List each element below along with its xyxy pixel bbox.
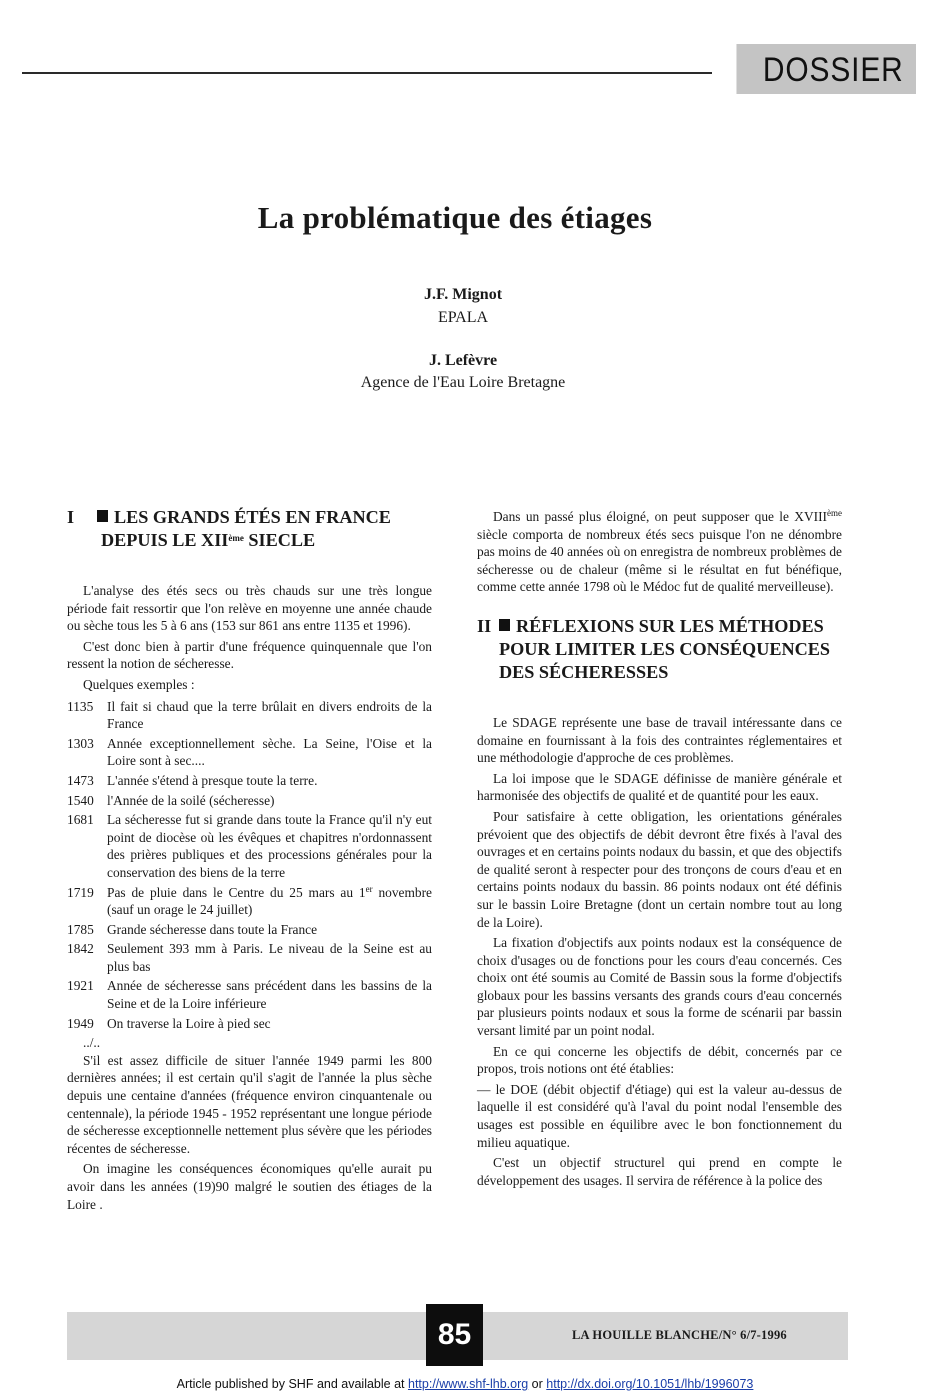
paragraph: Le SDAGE représente une base de travail intéressante dans ce domaine en fournissant à la fois des contraintes réglementaires et une méthodologie d'approche de ces problèmes. xyxy=(477,714,842,766)
paragraph: L'analyse des étés secs ou très chauds sur une très longue période fait ressortir que l'on relève en moyenne une année chaude ou sèche tous les 5 à 6 ans (153 sur 861 ans entre 1135 et 1996). xyxy=(67,583,432,634)
example-text: On traverse la Loire à pied sec xyxy=(107,1015,271,1031)
list-item xyxy=(67,940,432,975)
list-item xyxy=(67,977,432,1012)
paragraph: C'est donc bien à partir d'une fréquence quinquennale que l'on ressent la notion de sécheresse. xyxy=(67,638,432,672)
list-item xyxy=(67,1015,432,1033)
example-year: 1303 xyxy=(67,735,94,751)
example-year: 1719 xyxy=(67,884,94,900)
section-2-heading-line1: RÉFLEXIONS SUR LES MÉTHODES xyxy=(516,615,824,636)
paragraph: Quelques exemples : xyxy=(83,676,195,692)
paragraph: En ce qui concerne les objectifs de débit, concernés par ce propos, trois notions ont été établies: xyxy=(477,1043,842,1077)
example-year: 1949 xyxy=(67,1015,94,1031)
example-text: Il fait si chaud que la terre brûlait en divers endroits de la France xyxy=(107,698,432,732)
paragraph-text-end: siècle comporta de nombreux étés secs puisque l'on ne dénombre pas moins de 40 années où on enregistra de nombreux problèmes de sécheresse ou de chaleur (même si le résultat en fut bénéfique, comme cette année 1798 où le Médoc fut de qualité merveilleuse). xyxy=(477,526,842,595)
paragraph: La loi impose que le SDAGE définisse de manière générale et harmonisée des objectifs de qualité et de quantité pour les eaux. xyxy=(477,770,842,804)
superscript: ème xyxy=(827,508,842,518)
list-item xyxy=(67,698,432,733)
superscript: er xyxy=(365,883,373,894)
section-2-heading xyxy=(477,615,842,684)
article-title: La problématique des étiages xyxy=(257,200,653,235)
section-2-number: II xyxy=(477,615,492,636)
examples-list xyxy=(67,698,432,1033)
paragraph: C'est un objectif structurel qui prend en compte le développement des usages. Il servira de référence à la police des xyxy=(477,1155,842,1188)
dossier-badge: DOSSIER xyxy=(736,44,916,94)
example-year: 1473 xyxy=(67,772,94,788)
author-2-name: J. Lefèvre xyxy=(428,352,498,369)
example-text: Année exceptionnellement sèche. La Seine, l'Oise et la Loire sont à sec.... xyxy=(107,735,432,769)
example-year: 1135 xyxy=(67,698,94,714)
example-text: l'Année de la soilé (sécheresse) xyxy=(107,792,275,808)
example-text: Grande sécheresse dans toute la France xyxy=(107,921,318,937)
journal-reference: LA HOUILLE BLANCHE/N° 6/7-1996 xyxy=(572,1328,787,1342)
author-1-affiliation: EPALA xyxy=(437,309,489,326)
bullet-square-icon xyxy=(97,510,108,522)
example-text: La sécheresse fut si grande dans toute la France qu'il n'y eut point de diocèse où les évêques et chapitres n'ordonnassent des prières publiques et des processions générales pour la conservation des biens de la terre xyxy=(107,812,432,880)
doi-link[interactable]: http://dx.doi.org/10.1051/lhb/1996073 xyxy=(546,1377,754,1391)
example-year: 1842 xyxy=(67,941,94,957)
list-item xyxy=(67,772,432,790)
section-1-heading-line2-end: SIECLE xyxy=(243,530,316,550)
list-item xyxy=(67,921,432,939)
paragraph xyxy=(477,508,842,596)
example-text: Pas de pluie dans le Centre du 25 mars au 1 xyxy=(107,884,366,900)
example-text: Année de sécheresse sans précédent dans les bassins de la Seine et de la Loire inférieure xyxy=(107,978,432,1012)
section-1-heading-line1: LES GRANDS ÉTÉS EN FRANCE xyxy=(114,507,391,527)
author-2-affiliation: Agence de l'Eau Loire Bretagne xyxy=(360,374,566,391)
list-item xyxy=(67,884,432,919)
paragraph: — le DOE (débit objectif d'étiage) qui est la valeur au-dessus de laquelle il est considéré qu'à l'aval du point nodal l'ensemble des usages est possible en équilibre avec le bon fonctionnement du milieu aquatique. xyxy=(477,1081,842,1150)
paragraph-text: Dans un passé plus éloigné, on peut supposer que le XVIII xyxy=(493,509,827,524)
bullet-square-icon xyxy=(499,619,510,631)
header-rule xyxy=(22,72,712,74)
example-text: L'année s'étend à presque toute la terre. xyxy=(107,772,318,788)
section-1-heading xyxy=(67,506,432,552)
left-column xyxy=(67,506,432,1216)
list-item xyxy=(67,792,432,810)
article-availability xyxy=(0,1377,930,1391)
paragraph: S'il est assez difficile de situer l'année 1949 parmi les 800 dernières années; il est certain qu'il s'agit de l'année la plus sèche depuis une centaine d'années (fréquence environ cinquantenale ou centennale), la période 1945 - 1952 représentant une longue période de sécheresse exceptionnelle nettement plus sévère que les périodes récentes de sécheresse. xyxy=(67,1052,432,1156)
section-2-heading-line3: DES SÉCHERESSES xyxy=(499,661,669,682)
section-1-heading-line2: DEPUIS LE XII xyxy=(101,530,229,550)
paragraph: On imagine les conséquences économiques qu'elle aurait pu avoir dans les années (19)90 malgré le soutien des étiages de la Loire . xyxy=(67,1161,432,1212)
paragraph: Pour satisfaire à cette obligation, les orientations générales prévoient que des objectifs de débit devront être fixés à l'aval des ouvrages et en certains points nodaux du bassin, et que des objectifs de qualité seront à respecter pour des tronçons de cours d'eau et en certains points nodaux du bassin. 86 points nodaux ont été définis sur le bassin Loire Bretagne (dont un certain nombre tout au long de la Loire). xyxy=(477,808,842,930)
list-item xyxy=(67,735,432,770)
example-year: 1785 xyxy=(67,921,94,937)
section-2-heading-line2: POUR LIMITER LES CONSÉQUENCES xyxy=(499,638,830,659)
example-text: Seulement 393 mm à Paris. Le niveau de la Seine est au plus bas xyxy=(107,941,432,974)
example-year: 1921 xyxy=(67,978,94,994)
article-prefix: Article published by SHF and available at xyxy=(176,1377,408,1391)
superscript: ème xyxy=(228,533,244,543)
page-number: 85 xyxy=(426,1304,483,1366)
example-year: 1681 xyxy=(67,812,94,828)
author-1-name: J.F. Mignot xyxy=(423,286,503,303)
right-column xyxy=(477,508,842,1192)
example-text-end: novembre (sauf un orage le 24 juillet) xyxy=(107,884,433,918)
ellipsis: ../.. xyxy=(83,1035,101,1051)
example-year: 1540 xyxy=(67,792,94,808)
list-item xyxy=(67,811,432,881)
paragraph: La fixation d'objectifs aux points nodaux est la conséquence de choix d'usages ou de fonctions pour les cours d'eau concernés. Ces choix ont été soumis au Comité de Bassin sous la forme d'objectifs globaux pour les bassins versants des grands cours d'eau concernés par plusieurs points nodaux et sous la forme de scénarii par bassin versant limité par un point nodal. xyxy=(477,935,842,1039)
section-1-number: I xyxy=(67,507,75,527)
article-or: or xyxy=(528,1377,547,1391)
shf-link[interactable]: http://www.shf-lhb.org xyxy=(408,1377,529,1391)
